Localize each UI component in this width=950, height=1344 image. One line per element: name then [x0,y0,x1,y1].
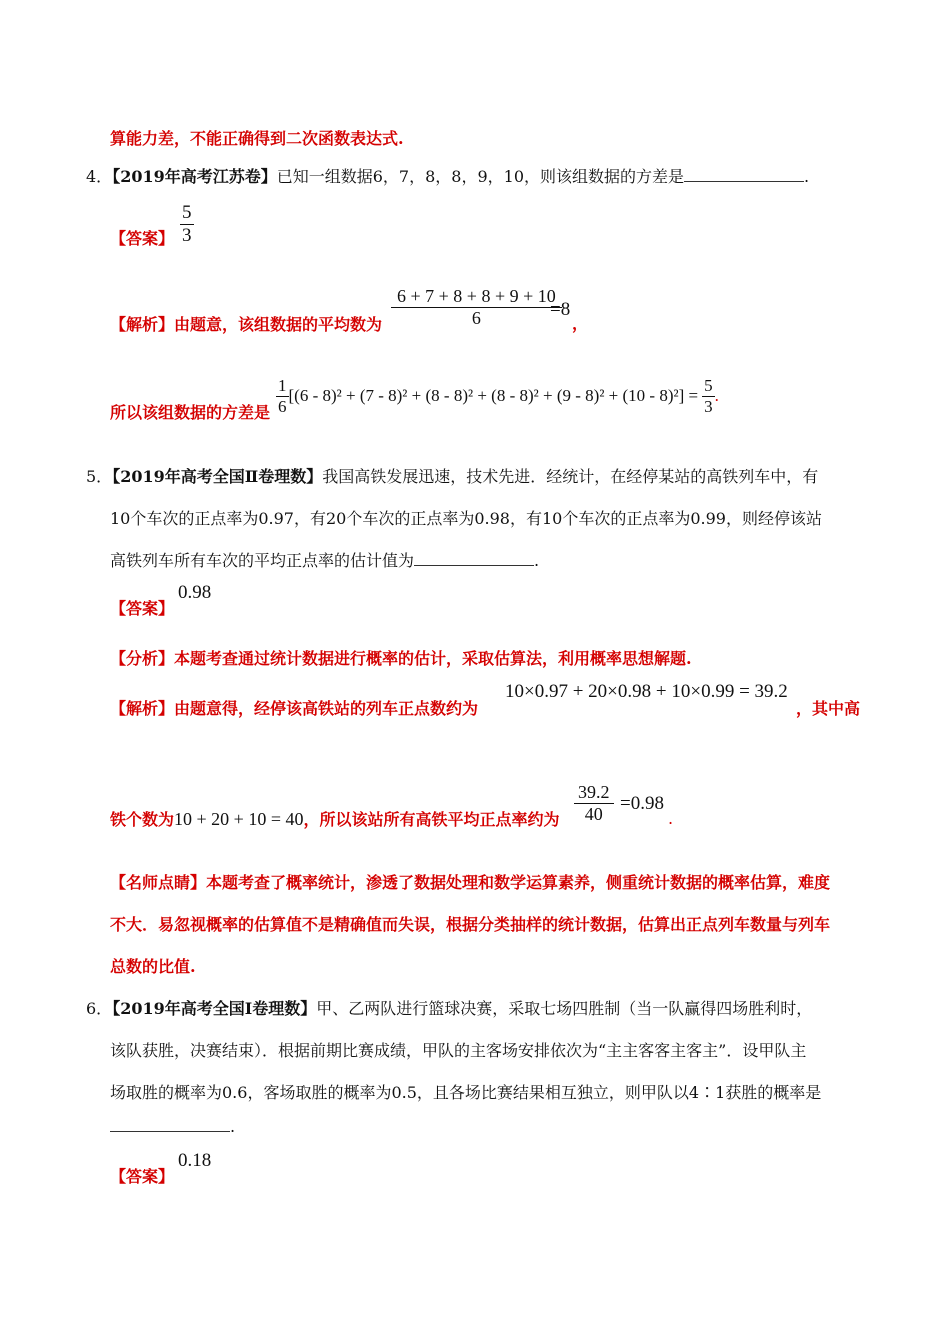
answer-fraction [180,202,194,247]
q5-mingshi-line-2: 不大．易忽视概率的估算值不是精确值而失误，根据分类抽样的统计数据，估算出正点列车数量与列车 [110,915,831,934]
q5-answer [110,598,174,620]
analysis-tag: 【解析】 [110,315,175,334]
question-stem-line-2: 10个车次的正点率为0.97，有20个车次的正点率为0.98，有10个车次的正点率为0.99，则经停该站 [110,509,822,528]
answer-blank [414,551,534,566]
q5-mingshi-line-3: 总数的比值. [110,957,196,976]
jiexi-text-a: 铁个数为 [110,810,175,829]
answer-tag: 【答案】 [110,229,175,248]
rate-result: =0.98 [620,793,664,814]
previous-analysis-tail: 算能力差，不能正确得到二次函数表达式. [110,129,404,148]
stem-end: . [534,551,540,570]
question-6 [86,998,812,1020]
fraction-denominator: 6 [391,307,562,329]
jiexi-tag: 【解析】 [110,699,175,718]
q4-answer [110,202,192,248]
answer-value: 0.98 [178,582,212,603]
fraction-numerator: 5 [704,376,713,395]
period: . [714,386,719,406]
q5-jiexi-line-2 [110,808,560,831]
fraction-denominator: 40 [574,803,614,825]
variance-expression [276,376,719,416]
question-stem-line-3: 场取胜的概率为0.6，客场取胜的概率为0.5，且各场比赛结果相互独立，则甲队以4∶1获胜的概率是 [110,1083,822,1102]
fraction-denominator: 6 [278,396,287,416]
stem-text: 高铁列车所有车次的平均正点率的估计值为 [110,551,415,570]
fraction-numerator: 5 [182,202,192,223]
question-number: 6． [86,999,113,1018]
answer-blank [110,1117,230,1132]
jiexi-text: 由题意得，经停该高铁站的列车正点数约为 [174,699,479,718]
q5-mingshi-line-1 [110,872,830,894]
period: . [668,809,674,828]
fraction-numerator: 1 [278,376,287,395]
answer-tag: 【答案】 [110,599,175,618]
variance-text: 所以该组数据的方差是 [110,403,271,422]
stem-end: . [804,167,810,186]
question-stem-line-1: 甲、乙两队进行篮球决赛，采取七场四胜制（当一队赢得四场胜利时， [316,999,813,1018]
q4-analysis [110,314,382,336]
fraction-denominator: 3 [704,396,713,416]
variance-coefficient [276,376,289,416]
q4-variance [110,402,270,424]
question-4 [86,166,809,188]
question-source: 【2019年高考江苏卷】 [112,167,277,186]
stem-end: . [230,1117,236,1136]
mean-fraction [393,286,560,328]
question-source: 【2019年高考全国Ⅰ卷理数】 [112,999,317,1018]
fraction-denominator: 3 [182,224,192,246]
question-stem-line-2: 该队获胜，决赛结束）．根据前期比赛成绩，甲队的主客场安排依次为“主主客客主客主”．设甲队主 [110,1041,807,1060]
question-stem-line-3 [110,550,539,572]
question-stem-line-4 [110,1116,235,1138]
answer-tag: 【答案】 [110,1167,175,1186]
question-5 [86,466,818,488]
question-stem-line-1: 我国高铁发展迅速，技术先进．经统计，在经停某站的高铁列车中，有 [322,467,819,486]
q6-answer [110,1166,174,1188]
fenxi-tag: 【分析】 [110,649,175,668]
mingshi-tag: 【名师点睛】 [110,873,207,892]
jiexi-text-b: ，所以该站所有高铁平均正点率约为 [303,810,560,829]
jiexi-count-expression: 10 + 20 + 10 = 40 [174,809,304,829]
question-number: 5． [86,467,113,486]
question-source: 【2019年高考全国Ⅱ卷理数】 [112,467,323,486]
answer-blank [684,167,804,182]
question-stem: 已知一组数据6，7，8，8，9，10，则该组数据的方差是 [276,167,684,186]
fenxi-text: 本题考查通过统计数据进行概率的估计，采取估算法，利用概率思想解题. [174,649,692,668]
analysis-text: 由题意，该组数据的平均数为 [174,315,383,334]
comma: ， [572,314,589,333]
jiexi-expression: 10×0.97 + 20×0.98 + 10×0.99 = 39.2 [505,681,788,702]
rate-fraction [576,782,612,824]
fraction-numerator: 39.2 [578,782,610,802]
jiexi-line-end: ，其中高 [796,699,861,718]
question-number: 4． [86,167,113,186]
q5-jiexi [110,698,478,720]
variance-result [702,376,715,416]
variance-body: [(6 - 8)² + (7 - 8)² + (8 - 8)² + (8 - 8)² + (9 - 8)² + (10 - 8)²] = [288,386,699,406]
q5-fenxi [110,648,692,670]
answer-value: 0.18 [178,1150,212,1171]
mingshi-text: 本题考查了概率统计，渗透了数据处理和数学运算素养，侧重统计数据的概率估算，难度 [206,873,831,892]
fraction-numerator: 6 + 7 + 8 + 8 + 9 + 10 [397,286,556,306]
mean-result: =8 [550,299,571,320]
